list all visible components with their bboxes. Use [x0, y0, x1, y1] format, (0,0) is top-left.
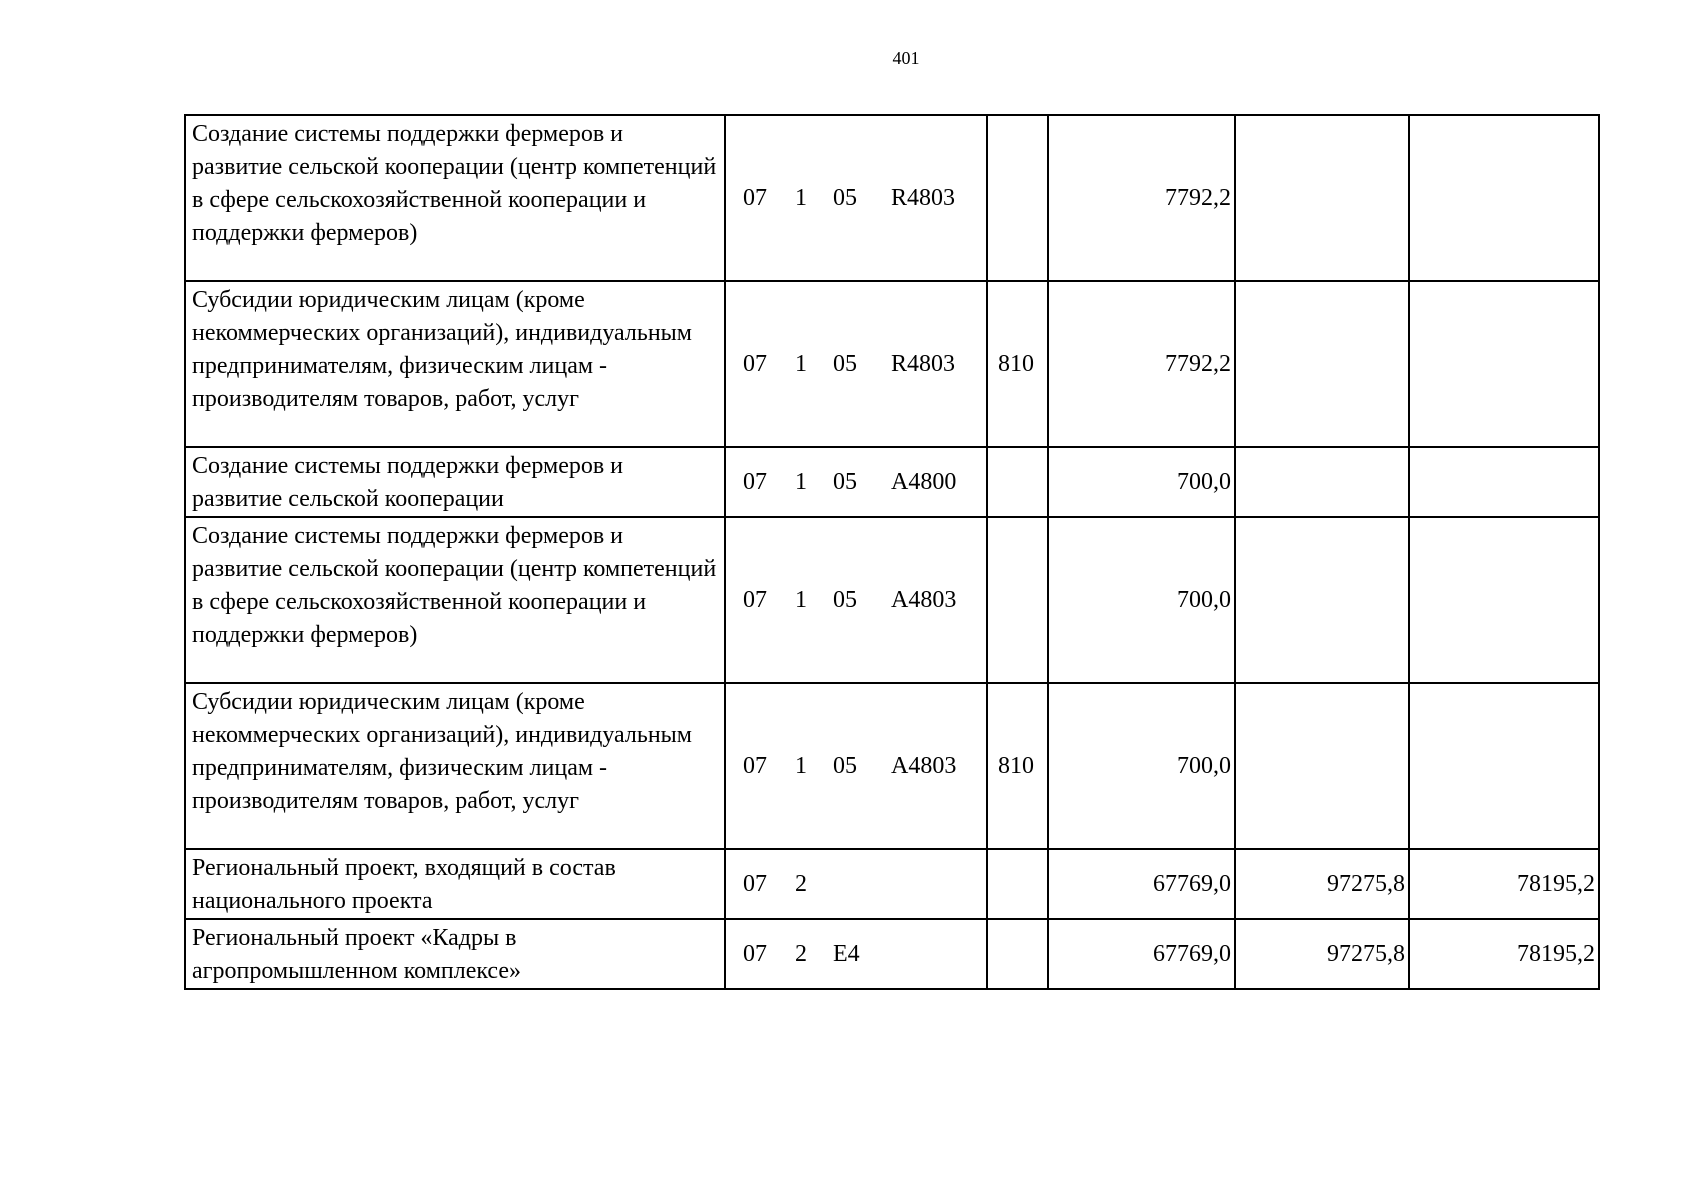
expense-type-code [987, 849, 1048, 919]
amount-year-2 [1235, 683, 1409, 849]
code-program: 1 [795, 468, 807, 495]
amount-year-1: 67769,0 [1048, 849, 1235, 919]
code-section: 07 [743, 350, 767, 377]
expense-type-code [987, 517, 1048, 683]
code-subprogram: 05 [833, 184, 857, 211]
expense-type-code [987, 115, 1048, 281]
code-direction: A4800 [891, 468, 957, 495]
code-program: 1 [795, 586, 807, 613]
row-name: Создание системы поддержки фермеров и развитие сельской кооперации (центр компетенций в сфере сельскохозяйственной кооперации и поддержки фермеров) [185, 115, 725, 281]
code-subprogram: 05 [833, 350, 857, 377]
classification-codes [725, 115, 987, 281]
code-direction: A4803 [891, 752, 957, 779]
code-section: 07 [743, 752, 767, 779]
code-subprogram: 05 [833, 468, 857, 495]
expense-type-code: 810 [987, 683, 1048, 849]
row-name: Создание системы поддержки фермеров и развитие сельской кооперации [185, 447, 725, 517]
table-row [185, 281, 1599, 447]
expense-type-code [987, 447, 1048, 517]
code-direction: A4803 [891, 586, 957, 613]
amount-year-3: 78195,2 [1409, 919, 1599, 989]
amount-year-2 [1235, 281, 1409, 447]
amount-year-1: 7792,2 [1048, 281, 1235, 447]
classification-codes [725, 447, 987, 517]
row-name: Субсидии юридическим лицам (кроме некоммерческих организаций), индивидуальным предпринимателям, физическим лицам - производителям товаров, работ, услуг [185, 683, 725, 849]
row-name: Региональный проект «Кадры в агропромышленном комплексе» [185, 919, 725, 989]
code-subprogram: 05 [833, 752, 857, 779]
classification-codes [725, 919, 987, 989]
code-section: 07 [743, 468, 767, 495]
amount-year-1: 700,0 [1048, 517, 1235, 683]
amount-year-3 [1409, 115, 1599, 281]
code-section: 07 [743, 940, 767, 967]
expense-type-code [987, 919, 1048, 989]
amount-year-3 [1409, 683, 1599, 849]
row-name: Создание системы поддержки фермеров и развитие сельской кооперации (центр компетенций в сфере сельскохозяйственной кооперации и поддержки фермеров) [185, 517, 725, 683]
code-section: 07 [743, 870, 767, 897]
table-row [185, 919, 1599, 989]
page-number: 401 [892, 48, 920, 68]
code-subprogram: E4 [833, 940, 860, 967]
table-row [185, 683, 1599, 849]
budget-table [184, 114, 1600, 990]
table-row [185, 849, 1599, 919]
amount-year-1: 7792,2 [1048, 115, 1235, 281]
classification-codes [725, 517, 987, 683]
amount-year-1: 67769,0 [1048, 919, 1235, 989]
code-section: 07 [743, 184, 767, 211]
amount-year-3 [1409, 517, 1599, 683]
amount-year-2: 97275,8 [1235, 849, 1409, 919]
amount-year-2 [1235, 115, 1409, 281]
classification-codes [725, 683, 987, 849]
amount-year-2 [1235, 517, 1409, 683]
amount-year-3 [1409, 281, 1599, 447]
code-section: 07 [743, 586, 767, 613]
row-name: Региональный проект, входящий в состав национального проекта [185, 849, 725, 919]
table-row [185, 447, 1599, 517]
amount-year-1: 700,0 [1048, 683, 1235, 849]
amount-year-2 [1235, 447, 1409, 517]
table-row [185, 517, 1599, 683]
classification-codes [725, 849, 987, 919]
code-direction: R4803 [891, 350, 956, 377]
code-program: 2 [795, 870, 807, 897]
code-program: 2 [795, 940, 807, 967]
amount-year-3: 78195,2 [1409, 849, 1599, 919]
code-program: 1 [795, 184, 807, 211]
classification-codes [725, 281, 987, 447]
code-program: 1 [795, 350, 807, 377]
amount-year-2: 97275,8 [1235, 919, 1409, 989]
code-subprogram: 05 [833, 586, 857, 613]
code-direction: R4803 [891, 184, 956, 211]
amount-year-3 [1409, 447, 1599, 517]
amount-year-1: 700,0 [1048, 447, 1235, 517]
row-name: Субсидии юридическим лицам (кроме некоммерческих организаций), индивидуальным предпринимателям, физическим лицам - производителям товаров, работ, услуг [185, 281, 725, 447]
expense-type-code: 810 [987, 281, 1048, 447]
code-program: 1 [795, 752, 807, 779]
table-row [185, 115, 1599, 281]
